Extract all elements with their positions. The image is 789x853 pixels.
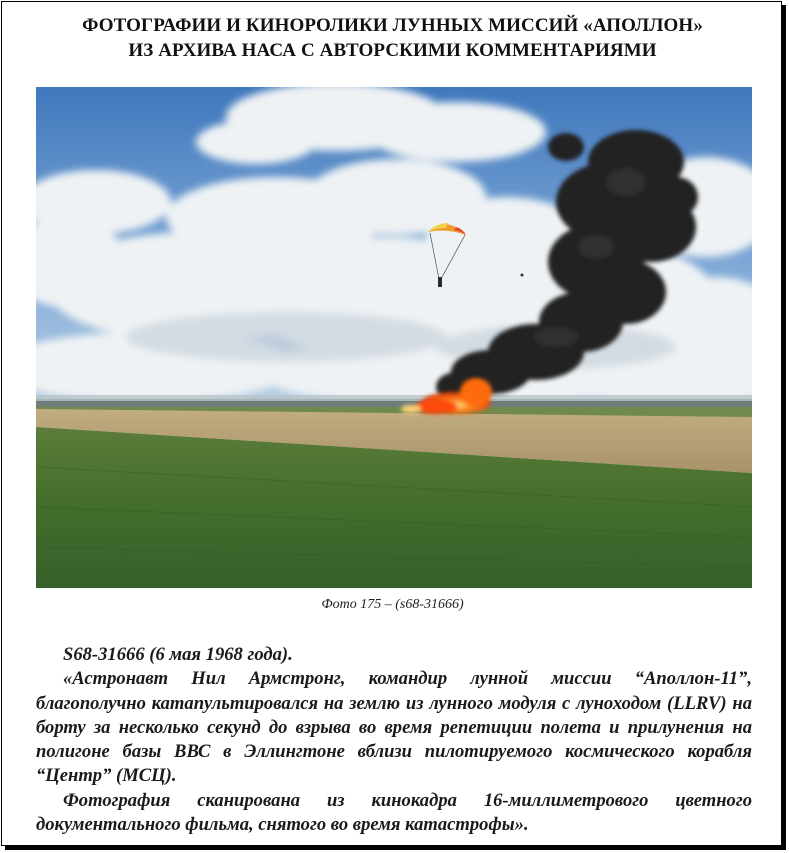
page-title-line-2: ИЗ АРХИВА НАСА С АВТОРСКИМИ КОММЕНТАРИЯМИ — [128, 40, 657, 61]
photo-id-date: S68-31666 (6 мая 1968 года). — [63, 644, 293, 665]
scan-note-paragraph: Фотография сканирована из кинокадра 16-миллиметрового цветного документального фильма, снятого во время катастрофы». — [36, 789, 752, 836]
debris — [521, 274, 524, 277]
horizon-haze — [36, 395, 752, 401]
photo-caption: Фото 175 – (s68-31666) — [321, 597, 464, 612]
body-text — [36, 643, 752, 837]
page-frame — [1, 1, 782, 846]
photo-llrv-crash — [36, 87, 752, 588]
page-title-line-1: ФОТОГРАФИИ И КИНОРОЛИКИ ЛУННЫХ МИССИЙ «АПОЛЛОН» — [82, 15, 703, 36]
quote-paragraph: «Астронавт Нил Армстронг, командир лунной миссии “Аполлон-11”, благополучно катапультировался на землю из лунного модуля с луноходом (LLRV) на борту за несколько секунд до взрыва во время репетиции полета и прилунения на полигоне базы ВВС в Эллингтоне вблизи пилотируемого космического корабля “Центр” (МСЦ). — [36, 668, 752, 787]
page-title — [2, 13, 783, 63]
